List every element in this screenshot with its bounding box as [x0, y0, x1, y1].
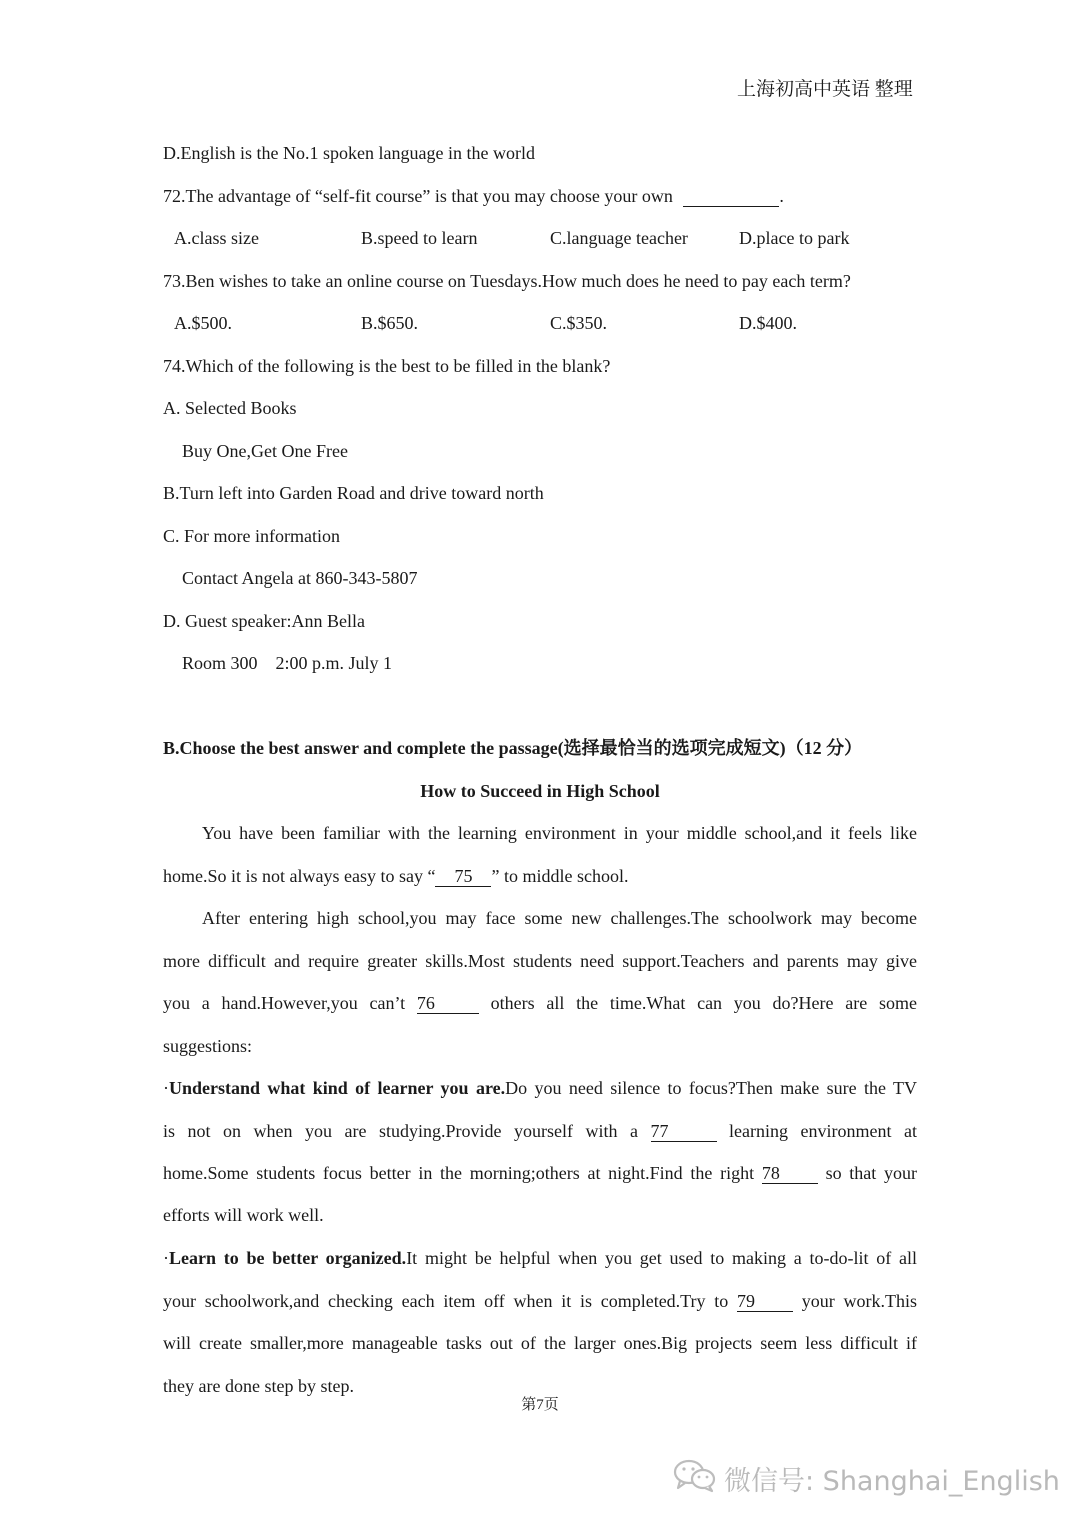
q74-option-c-line2: Contact Angela at 860-343-5807 — [182, 568, 418, 588]
q73-option-d: D.$400. — [739, 313, 797, 333]
q73-option-a: A.$500. — [174, 313, 232, 333]
s1-line1-text: Do you need silence to focus?Then make sure the TV — [505, 1078, 918, 1098]
s2-line1-text: It might be helpful when you get used to making a to-do-lit of all — [406, 1248, 918, 1268]
blank-78: 78 — [762, 1164, 818, 1184]
q74-option-a-line2: Buy One,Get One Free — [182, 441, 348, 461]
suggestion-1-line3 — [163, 1164, 917, 1184]
q74-option-c-line1: C. For more information — [163, 526, 340, 546]
s1-line2-end: learning environment at — [729, 1121, 918, 1141]
blank-75: 75 — [435, 867, 491, 887]
suggestion-2-line2 — [163, 1292, 917, 1312]
q73-option-b: B.$650. — [361, 313, 419, 333]
passage-p2-line1: After entering high school,you may face some new challenges.The schoolwork may become — [202, 908, 917, 928]
s1-line2-start: is not on when you are studying.Provide yourself with a — [163, 1121, 639, 1141]
suggestion-1-line2 — [163, 1122, 917, 1142]
q73-stem: 73.Ben wishes to take an online course on Tuesdays.How much does he need to pay each term? — [163, 271, 851, 291]
s1-line3-end: so that your — [825, 1163, 917, 1183]
s2-line2-end: your work.This — [801, 1291, 918, 1311]
q74-option-b-line1: B.Turn left into Garden Road and drive toward north — [163, 483, 544, 503]
q72-answer-blank — [683, 187, 779, 207]
passage-p1-line2 — [163, 867, 628, 887]
s1-line3-start: home.Some students focus better in the morning;others at night.Find the right — [163, 1163, 755, 1183]
passage-p1-line1: You have been familiar with the learning environment in your middle school,and it feels like — [202, 823, 917, 843]
bullet: · — [163, 1078, 169, 1098]
suggestion-2-heading: Learn to be better organized. — [169, 1248, 407, 1268]
suggestion-1-line4: efforts will work well. — [163, 1205, 324, 1225]
suggestion-2-line1 — [163, 1249, 917, 1267]
wechat-icon — [672, 1457, 718, 1500]
s2-line2-start: your schoolwork,and checking each item off when it is completed.Try to — [163, 1291, 729, 1311]
watermark-text: 微信号: Shanghai_English — [724, 1465, 1060, 1497]
p1-line2-end: ” to middle school. — [491, 866, 629, 886]
bullet: · — [163, 1248, 169, 1268]
blank-76: 76 — [417, 994, 479, 1014]
section-b-heading: B.Choose the best answer and complete the passage(选择最恰当的选项完成短文)（12 分） — [163, 738, 863, 758]
q72-option-c: C.language teacher — [550, 228, 688, 248]
q74-stem: 74.Which of the following is the best to be filled in the blank? — [163, 356, 611, 376]
q72-option-b: B.speed to learn — [361, 228, 478, 248]
blank-79: 79 — [737, 1292, 793, 1312]
q72-stem-text: 72.The advantage of “self-fit course” is that you may choose your own — [163, 186, 673, 206]
q72-stem — [163, 187, 784, 207]
passage-p2-line3 — [163, 994, 917, 1014]
p2-line3-end: others all the time.What can you do?Here are some — [490, 993, 917, 1013]
q72-option-d: D.place to park — [739, 228, 850, 248]
passage-p2-line2: more difficult and require greater skills.Most students need support.Teachers and parents may give — [163, 951, 917, 971]
page-number: 第7页 — [521, 1397, 559, 1413]
q72-option-a: A.class size — [174, 228, 259, 248]
passage-title: How to Succeed in High School — [420, 781, 660, 801]
suggestion-1-line1 — [163, 1079, 917, 1097]
p2-line3-start: you a hand.However,you can’t — [163, 993, 406, 1013]
q73-option-c: C.$350. — [550, 313, 608, 333]
page-header: 上海初高中英语 整理 — [737, 79, 913, 100]
q74-option-d-line1: D. Guest speaker:Ann Bella — [163, 611, 365, 631]
suggestion-2-line3: will create smaller,more manageable tasks out of the larger ones.Big projects seem less difficult if — [163, 1333, 917, 1353]
watermark — [672, 1458, 1060, 1498]
suggestion-1-heading: Understand what kind of learner you are. — [169, 1078, 506, 1098]
q71-option-d: D.English is the No.1 spoken language in the world — [163, 143, 535, 163]
q74-option-a-line1: A. Selected Books — [163, 398, 297, 418]
p1-line2-start: home.So it is not always easy to say “ — [163, 866, 436, 886]
q74-option-d-line2: Room 300 2:00 p.m. July 1 — [182, 653, 393, 673]
blank-77: 77 — [651, 1122, 717, 1142]
q72-end: . — [779, 186, 784, 206]
passage-p2-line4: suggestions: — [163, 1036, 253, 1056]
suggestion-2-line4: they are done step by step. — [163, 1376, 354, 1396]
